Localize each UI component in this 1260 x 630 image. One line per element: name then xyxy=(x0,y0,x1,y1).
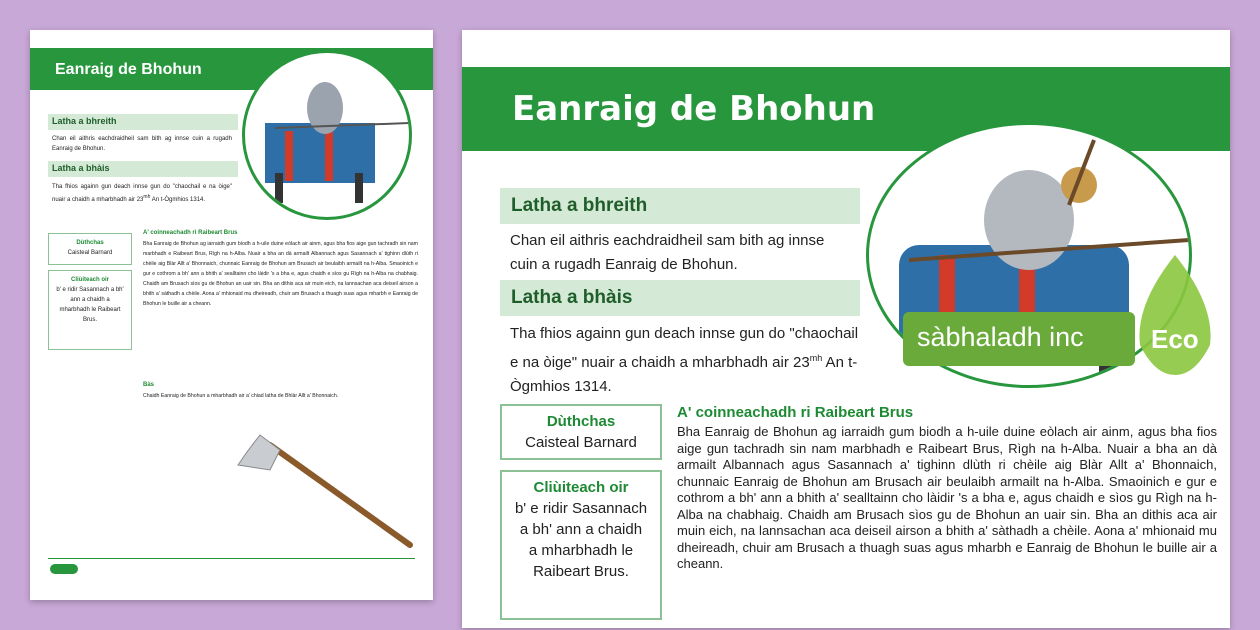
eco-label: sàbhaladh inc xyxy=(903,312,1135,366)
meeting-text: Bha Eanraig de Bhohun ag iarraidh gum biodh a h-uile duine eòlach air ainm, agus bha fios aige gun tachradh sin nam marbhadh e Raibeart Brus, Rìgh na h-Alba. Nuair a bha an dà armailt Albannach agus Sasannach a' tighinn dlùth ri chèile aig Blàr Allt a' Bhonnaich, chunnaic Eanraig de Bhohun am Brusach air beulaibh armailt na h-Alba. Smaoinich e gur e cothrom a bh' ann a bhith a' sealltainn cho làidir 's a bha e, agus chaidh e sìos gu Rìgh na h-Alba na chabhaig. Chaidh am Brusach sìos gu de Bhohun an uair sin. Bha an dithis aca air muin eich, na lannsachan aca deiseil airson a bhith a' sàthadh a chèile. Aona a' mhionaid mu dheireadh, chuir am Brusach a thuagh suas agus mharbh e Eanraig de Bhohun le buille air a cheann. xyxy=(677,424,1217,571)
death-text-b: An t-Ògmhios 1314. xyxy=(510,354,858,395)
knight-illustration xyxy=(242,50,412,220)
death-text xyxy=(510,322,860,399)
birth-text: Chan eil aithris eachdraidheil sam bith ag innse cuin a rugadh Eanraig de Bhohun. xyxy=(510,232,825,273)
preview-page[interactable] xyxy=(30,30,433,600)
leaf-icon xyxy=(1135,255,1215,375)
logo xyxy=(50,564,78,574)
axe-icon xyxy=(230,425,420,555)
footer-divider xyxy=(48,558,415,559)
famous-value: b' e ridir Sasannach a bh' ann a chaidh a mharbhadh le Raibeart Brus. xyxy=(56,287,124,323)
birth-heading: Latha a bhreith xyxy=(500,188,860,224)
homeland-box xyxy=(500,404,662,460)
famous-box xyxy=(48,270,132,350)
homeland-value: Caisteal Barnard xyxy=(525,434,637,451)
eco-tag: Eco xyxy=(1151,324,1199,354)
homeland-heading: Dùthchas xyxy=(546,413,616,430)
homeland-heading: Dùthchas xyxy=(76,240,104,246)
page-title: Eanraig de Bhohun xyxy=(30,48,433,90)
famous-heading: Cliùiteach oir xyxy=(533,479,629,496)
death-sup: mh xyxy=(143,194,151,200)
death-text xyxy=(52,182,232,205)
birth-text: Chan eil aithris eachdraidheil sam bith ag innse cuin a rugadh Eanraig de Bhohun. xyxy=(52,136,232,152)
death-heading: Latha a bhàis xyxy=(48,161,238,177)
death-text-a: Tha fhios againn gun deach innse gun do "chaochail e na òige" nuair a chaidh a mharbhadh air 23 xyxy=(52,184,232,203)
page-title: Eanraig de Bhohun xyxy=(462,67,1230,151)
meeting-text: Bha Eanraig de Bhohun ag iarraidh gum biodh a h-uile duine eòlach air ainm, agus bha fios aige gun tachradh sin nam marbhadh e Raibeart Brus, Rìgh na h-Alba. Nuair a bha an dà armailt Albannach agus Sasannach a' tighinn dlùth ri chèile aig Blàr Allt a' Bhonnaich, chunnaic Eanraig de Bhohun am Brusach air beulaibh armailt na h-Alba. Smaoinich e gur e cothrom a bh' ann a bhith a' sealltainn cho làidir 's a bha e, agus chaidh e sìos gu Rìgh na h-Alba na chabhaig. Chaidh am Brusach sìos gu de Bhohun an uair sin. Bha an dithis aca air muin eich, na lannsachan aca deiseil airson a bhith a' sàthadh a chèile. Aona a' mhionaid mu dheireadh, chuir am Brusach a thuagh suas agus mharbh e Eanraig de Bhohun le buille air a cheann. xyxy=(143,241,418,307)
death-section-heading: Bàs xyxy=(143,382,155,388)
eco-save-badge[interactable] xyxy=(903,300,1215,366)
birth-heading: Latha a bhreith xyxy=(48,114,238,130)
homeland-box xyxy=(48,233,132,265)
death-section-text: Chaidh Eanraig de Bhohun a mharbhadh air a' chiad latha de Bhlàr Allt a' Bhonnaich. xyxy=(143,393,339,399)
death-heading: Latha a bhàis xyxy=(500,280,860,316)
death-text-a: Tha fhios againn gun deach innse gun do "chaochail e na òige" nuair a chaidh a mharbhadh air 23 xyxy=(510,325,859,371)
famous-heading: Cliùiteach oir xyxy=(70,277,109,283)
meeting-heading: A' coinneachadh ri Raibeart Brus xyxy=(677,404,914,421)
death-sup: mh xyxy=(809,353,823,363)
famous-box xyxy=(500,470,662,620)
death-text-b: An t-Ògmhios 1314. xyxy=(150,197,206,203)
meeting-heading: A' coinneachadh ri Raibeart Brus xyxy=(143,230,238,236)
homeland-value: Caisteal Barnard xyxy=(67,250,113,256)
famous-value: b' e ridir Sasannach a bh' ann a chaidh a mharbhadh le Raibeart Brus. xyxy=(514,500,648,580)
